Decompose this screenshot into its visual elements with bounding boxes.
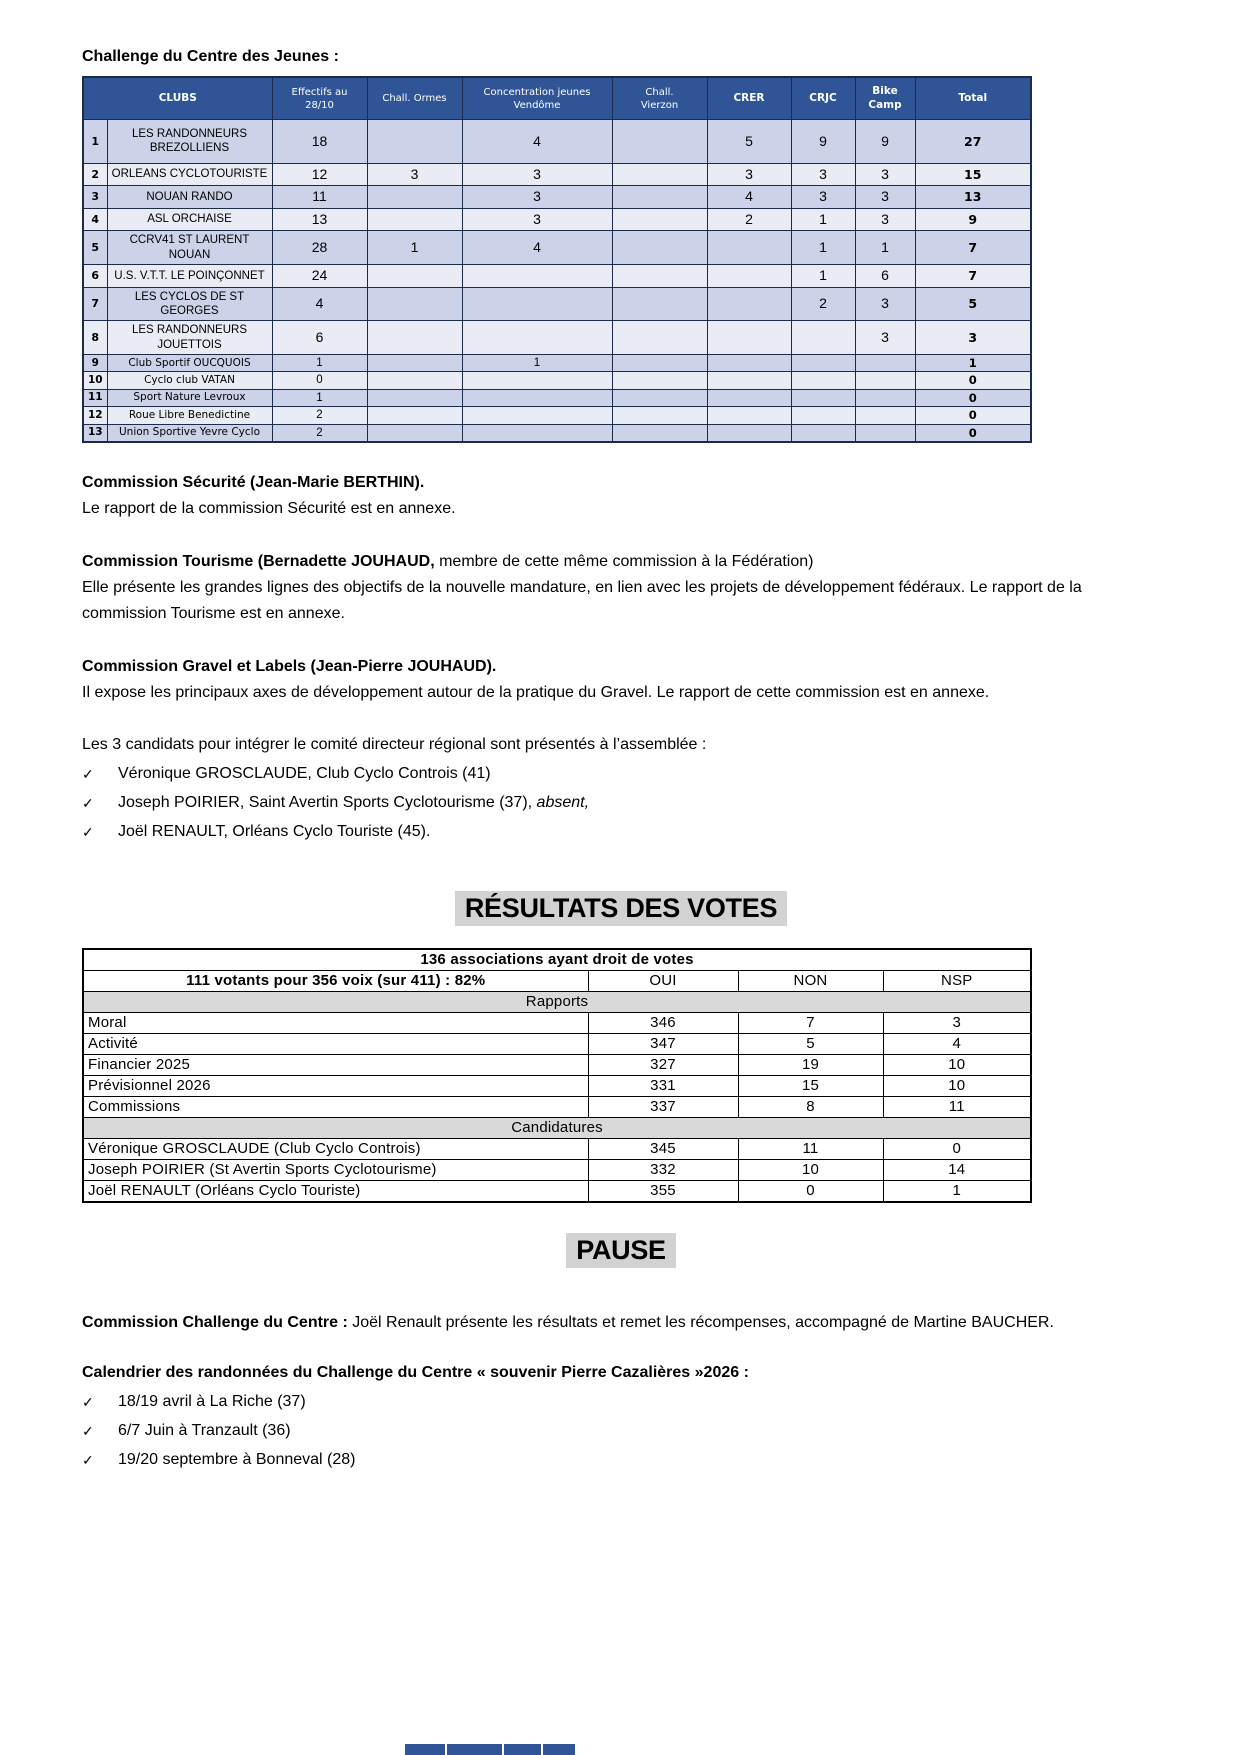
cell-nsp: 14 — [883, 1159, 1031, 1180]
votes-row — [83, 1012, 1031, 1033]
cell-effectifs: 1 — [272, 389, 367, 406]
strip-segment — [405, 1744, 445, 1755]
cell-bike_camp: 1 — [855, 231, 915, 265]
cell-club: ASL ORCHAISE — [107, 208, 272, 231]
cell-vierzon — [612, 231, 707, 265]
col-header-effectifs: Effectifs au 28/10 — [272, 77, 367, 120]
cell-crjc — [791, 424, 855, 442]
paragraph-bold-lead: Commission Challenge du Centre : — [82, 1313, 348, 1331]
list-item-text: 18/19 avril à La Riche (37) — [118, 1392, 306, 1410]
cell-crer — [707, 407, 791, 424]
cell-label: Joël RENAULT (Orléans Cyclo Touriste) — [83, 1180, 588, 1202]
cell-ormes — [367, 372, 462, 389]
cell-label: Joseph POIRIER (St Avertin Sports Cyclotourisme) — [83, 1159, 588, 1180]
cell-club: Club Sportif OUCQUOIS — [107, 355, 272, 372]
cell-effectifs: 24 — [272, 265, 367, 288]
cell-oui: 347 — [588, 1033, 738, 1054]
cell-crer — [707, 424, 791, 442]
cell-club: NOUAN RANDO — [107, 186, 272, 209]
strip-segment — [504, 1744, 542, 1755]
cell-crjc: 2 — [791, 287, 855, 321]
page-title: Challenge du Centre des Jeunes : — [82, 48, 339, 65]
cell-nsp: 11 — [883, 1096, 1031, 1117]
cell-oui: 327 — [588, 1054, 738, 1075]
cell-concentration — [462, 424, 612, 442]
cell-crer — [707, 265, 791, 288]
cell-concentration — [462, 389, 612, 406]
cell-vierzon — [612, 372, 707, 389]
cell-bike_camp — [855, 372, 915, 389]
strip-segment — [543, 1744, 575, 1755]
pause-heading: PAUSE — [566, 1233, 676, 1268]
cell-crjc: 9 — [791, 120, 855, 164]
club-row — [83, 372, 1031, 389]
cell-oui: 332 — [588, 1159, 738, 1180]
italic-text: absent, — [536, 793, 590, 811]
section-heading-securite: Commission Sécurité (Jean-Marie BERTHIN). — [82, 473, 425, 491]
club-row — [83, 355, 1031, 372]
votes-row — [83, 1096, 1031, 1117]
votes-header-row — [83, 970, 1031, 991]
cell-ormes — [367, 120, 462, 164]
section-heading-tourisme — [82, 549, 1160, 575]
candidate-list — [82, 761, 1160, 845]
cell-vierzon — [612, 287, 707, 321]
check-icon: ✓ — [82, 794, 94, 811]
cell-vierzon — [612, 163, 707, 186]
cell-ormes — [367, 186, 462, 209]
cell-total: 7 — [915, 231, 1031, 265]
cell-effectifs: 6 — [272, 321, 367, 355]
col-header-chall-ormes: Chall. Ormes — [367, 77, 462, 120]
club-row — [83, 163, 1031, 186]
list-item — [82, 819, 1160, 845]
cell-concentration: 4 — [462, 120, 612, 164]
cell-ormes — [367, 287, 462, 321]
cell-effectifs: 18 — [272, 120, 367, 164]
votes-row — [83, 1159, 1031, 1180]
cell-effectifs: 11 — [272, 186, 367, 209]
cell-total: 5 — [915, 287, 1031, 321]
cell-non: 10 — [738, 1159, 883, 1180]
cell-bike_camp: 3 — [855, 208, 915, 231]
votes-row — [83, 1033, 1031, 1054]
cell-ormes — [367, 208, 462, 231]
list-item — [82, 790, 1160, 816]
cell-concentration: 1 — [462, 355, 612, 372]
section-body-tourisme: Elle présente les grandes lignes des objectifs de la nouvelle mandature, en lien avec les projets de développement fédéraux. Le rapport de la commission Tourisme est en annexe. — [82, 578, 1082, 622]
cell-nsp: 10 — [883, 1075, 1031, 1096]
cell-oui: 331 — [588, 1075, 738, 1096]
cell-total: 0 — [915, 407, 1031, 424]
cell-effectifs: 0 — [272, 372, 367, 389]
votes-section-title: Candidatures — [83, 1117, 1031, 1138]
cell-oui: 345 — [588, 1138, 738, 1159]
cell-crer: 4 — [707, 186, 791, 209]
cell-bike_camp — [855, 355, 915, 372]
continued-table-edge — [405, 1744, 575, 1755]
check-icon: ✓ — [82, 1393, 94, 1410]
cell-crer: 3 — [707, 163, 791, 186]
cell-vierzon — [612, 407, 707, 424]
challenge-header-row — [83, 77, 1031, 120]
cell-rank: 7 — [83, 287, 107, 321]
col-header-bike-camp: Bike Camp — [855, 77, 915, 120]
cell-label: Financier 2025 — [83, 1054, 588, 1075]
cell-rank: 12 — [83, 407, 107, 424]
club-row — [83, 231, 1031, 265]
cell-club: Cyclo club VATAN — [107, 372, 272, 389]
cell-effectifs: 4 — [272, 287, 367, 321]
cell-nsp: 3 — [883, 1012, 1031, 1033]
cell-label: Commissions — [83, 1096, 588, 1117]
paragraph-rest: Joël Renault présente les résultats et remet les récompenses, accompagné de Martine BAUCHER. — [347, 1313, 1054, 1331]
cell-rank: 10 — [83, 372, 107, 389]
list-item-text: Joël RENAULT, Orléans Cyclo Touriste (45). — [118, 822, 431, 840]
cell-effectifs: 1 — [272, 355, 367, 372]
heading-normal-part: membre de cette même commission à la Fédération) — [434, 552, 814, 570]
cell-total: 7 — [915, 265, 1031, 288]
cell-vierzon — [612, 186, 707, 209]
cell-oui: 355 — [588, 1180, 738, 1202]
cell-vierzon — [612, 321, 707, 355]
cell-ormes: 1 — [367, 231, 462, 265]
cell-bike_camp: 6 — [855, 265, 915, 288]
cell-rank: 3 — [83, 186, 107, 209]
list-item-text: 6/7 Juin à Tranzault (36) — [118, 1421, 291, 1439]
cell-non: 11 — [738, 1138, 883, 1159]
votes-table — [82, 948, 1032, 1203]
cell-vierzon — [612, 208, 707, 231]
section-body-gravel: Il expose les principaux axes de développement autour de la pratique du Gravel. Le rapport de cette commission est en annexe. — [82, 683, 990, 701]
cell-bike_camp: 3 — [855, 321, 915, 355]
cell-vierzon — [612, 355, 707, 372]
cell-concentration — [462, 265, 612, 288]
cell-rank: 5 — [83, 231, 107, 265]
calendar-heading: Calendrier des randonnées du Challenge du Centre « souvenir Pierre Cazalières »2026 : — [82, 1363, 749, 1381]
cell-effectifs: 12 — [272, 163, 367, 186]
col-header-total: Total — [915, 77, 1031, 120]
cell-concentration — [462, 321, 612, 355]
cell-ormes — [367, 265, 462, 288]
cell-ormes — [367, 355, 462, 372]
cell-bike_camp: 3 — [855, 287, 915, 321]
club-row — [83, 407, 1031, 424]
cell-bike_camp — [855, 424, 915, 442]
list-item — [82, 1418, 1160, 1444]
cell-crjc: 1 — [791, 208, 855, 231]
cell-oui: 337 — [588, 1096, 738, 1117]
cell-label: Moral — [83, 1012, 588, 1033]
cell-crjc — [791, 407, 855, 424]
votes-heading-wrap — [82, 891, 1160, 926]
col-header-nsp: NSP — [883, 970, 1031, 991]
cell-oui: 346 — [588, 1012, 738, 1033]
cell-concentration: 4 — [462, 231, 612, 265]
cell-crjc: 3 — [791, 186, 855, 209]
votes-section-row — [83, 1117, 1031, 1138]
col-header-crjc: CRJC — [791, 77, 855, 120]
section-heading-gravel: Commission Gravel et Labels (Jean-Pierre JOUHAUD). — [82, 657, 497, 675]
cell-vierzon — [612, 424, 707, 442]
cell-club: ORLEANS CYCLOTOURISTE — [107, 163, 272, 186]
cell-rank: 6 — [83, 265, 107, 288]
votes-section-title: Rapports — [83, 991, 1031, 1012]
cell-concentration — [462, 372, 612, 389]
col-header-chall-vierzon: Chall. Vierzon — [612, 77, 707, 120]
cell-total: 1 — [915, 355, 1031, 372]
cell-crjc — [791, 355, 855, 372]
cell-rank: 11 — [83, 389, 107, 406]
cell-effectifs: 13 — [272, 208, 367, 231]
club-row — [83, 265, 1031, 288]
check-icon: ✓ — [82, 1451, 94, 1468]
list-item — [82, 1389, 1160, 1415]
col-header-clubs: CLUBS — [83, 77, 272, 120]
section-body-securite: Le rapport de la commission Sécurité est en annexe. — [82, 499, 456, 517]
cell-bike_camp: 3 — [855, 163, 915, 186]
cell-label: Véronique GROSCLAUDE (Club Cyclo Controis) — [83, 1138, 588, 1159]
list-item — [82, 1447, 1160, 1473]
cell-crjc: 1 — [791, 231, 855, 265]
cell-label: Prévisionnel 2026 — [83, 1075, 588, 1096]
cell-concentration — [462, 287, 612, 321]
cell-crjc — [791, 321, 855, 355]
cell-crer — [707, 355, 791, 372]
cell-total: 0 — [915, 424, 1031, 442]
club-row — [83, 389, 1031, 406]
cell-crer — [707, 287, 791, 321]
cell-crjc — [791, 389, 855, 406]
cell-club: U.S. V.T.T. LE POINÇONNET — [107, 265, 272, 288]
cell-vierzon — [612, 120, 707, 164]
list-item-text: 19/20 septembre à Bonneval (28) — [118, 1450, 356, 1468]
cell-total: 0 — [915, 372, 1031, 389]
check-icon: ✓ — [82, 1422, 94, 1439]
cell-nsp: 1 — [883, 1180, 1031, 1202]
cell-total: 3 — [915, 321, 1031, 355]
club-row — [83, 321, 1031, 355]
cell-club: Sport Nature Levroux — [107, 389, 272, 406]
list-item-text: Joseph POIRIER, Saint Avertin Sports Cyclotourisme (37), absent, — [118, 793, 590, 811]
votes-caption-row — [83, 949, 1031, 971]
votes-row — [83, 1054, 1031, 1075]
cell-non: 19 — [738, 1054, 883, 1075]
club-row — [83, 186, 1031, 209]
cell-ormes — [367, 407, 462, 424]
cell-bike_camp — [855, 407, 915, 424]
cell-total: 13 — [915, 186, 1031, 209]
votes-caption: 136 associations ayant droit de votes — [83, 949, 1031, 971]
cell-rank: 13 — [83, 424, 107, 442]
cell-crer: 2 — [707, 208, 791, 231]
heading-bold-part: Commission Tourisme (Bernadette JOUHAUD, — [82, 552, 435, 570]
cell-concentration: 3 — [462, 186, 612, 209]
cell-ormes — [367, 389, 462, 406]
cell-effectifs: 28 — [272, 231, 367, 265]
club-row — [83, 424, 1031, 442]
cell-total: 9 — [915, 208, 1031, 231]
cell-nsp: 0 — [883, 1138, 1031, 1159]
votes-row — [83, 1138, 1031, 1159]
cell-non: 5 — [738, 1033, 883, 1054]
votes-row — [83, 1075, 1031, 1096]
cell-crer — [707, 389, 791, 406]
club-row — [83, 120, 1031, 164]
cell-effectifs: 2 — [272, 407, 367, 424]
cell-ormes — [367, 424, 462, 442]
cell-effectifs: 2 — [272, 424, 367, 442]
cell-crjc — [791, 372, 855, 389]
cell-bike_camp: 9 — [855, 120, 915, 164]
col-header-crer: CRER — [707, 77, 791, 120]
cell-nsp: 10 — [883, 1054, 1031, 1075]
cell-bike_camp: 3 — [855, 186, 915, 209]
cell-crjc: 1 — [791, 265, 855, 288]
cell-crjc: 3 — [791, 163, 855, 186]
col-header-concentration: Concentration jeunes Vendôme — [462, 77, 612, 120]
club-row — [83, 287, 1031, 321]
cell-club: LES CYCLOS DE ST GEORGES — [107, 287, 272, 321]
cell-non: 0 — [738, 1180, 883, 1202]
cell-rank: 4 — [83, 208, 107, 231]
votes-section-row — [83, 991, 1031, 1012]
cell-crer: 5 — [707, 120, 791, 164]
cell-label: Activité — [83, 1033, 588, 1054]
cell-nsp: 4 — [883, 1033, 1031, 1054]
cell-crer — [707, 231, 791, 265]
cell-rank: 2 — [83, 163, 107, 186]
cell-ormes: 3 — [367, 163, 462, 186]
cell-concentration: 3 — [462, 163, 612, 186]
calendar-list — [82, 1389, 1160, 1473]
cell-rank: 1 — [83, 120, 107, 164]
cell-club: LES RANDONNEURS JOUETTOIS — [107, 321, 272, 355]
cell-concentration — [462, 407, 612, 424]
voters-line: 111 votants pour 356 voix (sur 411) : 82% — [83, 970, 588, 991]
commission-challenge-paragraph — [82, 1310, 1160, 1336]
cell-club: Union Sportive Yevre Cyclo — [107, 424, 272, 442]
cell-total: 0 — [915, 389, 1031, 406]
cell-ormes — [367, 321, 462, 355]
club-row — [83, 208, 1031, 231]
strip-segment — [447, 1744, 502, 1755]
cell-total: 15 — [915, 163, 1031, 186]
cell-total: 27 — [915, 120, 1031, 164]
challenge-table — [82, 76, 1032, 443]
cell-non: 8 — [738, 1096, 883, 1117]
check-icon: ✓ — [82, 765, 94, 782]
list-item-text: Véronique GROSCLAUDE, Club Cyclo Controis (41) — [118, 764, 491, 782]
cell-non: 7 — [738, 1012, 883, 1033]
cell-rank: 9 — [83, 355, 107, 372]
votes-heading: RÉSULTATS DES VOTES — [455, 891, 787, 926]
col-header-oui: OUI — [588, 970, 738, 991]
votes-row — [83, 1180, 1031, 1202]
cell-rank: 8 — [83, 321, 107, 355]
cell-club: CCRV41 ST LAURENT NOUAN — [107, 231, 272, 265]
cell-vierzon — [612, 265, 707, 288]
cell-concentration: 3 — [462, 208, 612, 231]
list-item — [82, 761, 1160, 787]
cell-club: Roue Libre Benedictine — [107, 407, 272, 424]
cell-non: 15 — [738, 1075, 883, 1096]
pause-heading-wrap — [82, 1233, 1160, 1268]
candidates-intro: Les 3 candidats pour intégrer le comité directeur régional sont présentés à l’assemblée : — [82, 735, 707, 753]
cell-bike_camp — [855, 389, 915, 406]
cell-crer — [707, 321, 791, 355]
col-header-non: NON — [738, 970, 883, 991]
cell-club: LES RANDONNEURS BREZOLLIENS — [107, 120, 272, 164]
cell-vierzon — [612, 389, 707, 406]
check-icon: ✓ — [82, 823, 94, 840]
cell-crer — [707, 372, 791, 389]
